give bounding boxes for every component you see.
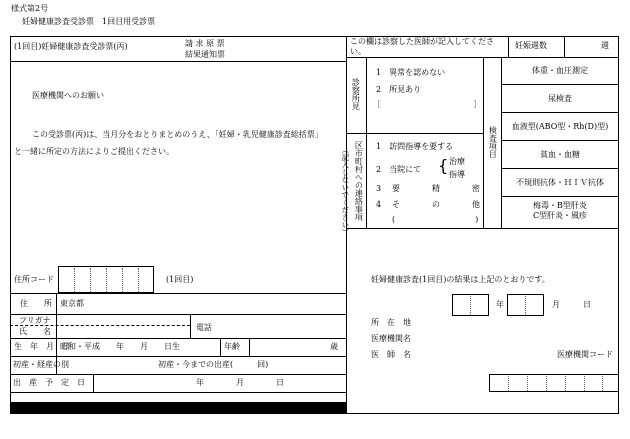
test-anemia-glucose[interactable]: 貧血・血糖	[540, 150, 580, 159]
parity-label: 初産・経産の別	[13, 360, 69, 369]
form-title: 妊婦健康診査受診票 1回目用受診票	[22, 17, 156, 26]
liaison-item-other[interactable]: そ の 他	[392, 200, 480, 209]
age-unit: 歳	[330, 342, 338, 351]
day-label: 日	[583, 300, 591, 309]
liaison-sub-treatment[interactable]: 治療	[449, 157, 465, 166]
test-items-heading: 検査項目	[488, 126, 498, 158]
form-number: 様式第2号	[11, 4, 49, 13]
liaison-sub-guidance[interactable]: 指導	[449, 170, 465, 179]
left-header-rule	[10, 61, 346, 62]
birth-value[interactable]: 昭和・平成 年 月 日生	[60, 342, 180, 351]
liaison-item-visit[interactable]: 1 訪問指導を要する	[376, 142, 454, 151]
test-syphilis-hepatitis-rubella[interactable]: 梅毒・B型肝炎 C型肝炎・風疹	[532, 201, 588, 221]
test-blood-type[interactable]: 血液型(ABO型・Rh(D)型)	[511, 122, 609, 131]
liaison-other-paren[interactable]: ( )	[392, 215, 479, 224]
gestation-weeks-unit: 週	[601, 41, 609, 50]
address-value[interactable]: 東京都	[60, 299, 84, 308]
facility-code-label: 医療機関コード	[557, 350, 613, 359]
visit-label: (1回目)	[166, 275, 194, 284]
liaison-heading: 区市町村への連絡事項	[354, 141, 364, 221]
doctor-notice-2: い。	[350, 47, 366, 56]
doc-type-result: 結果通知票	[185, 50, 225, 59]
furigana-label: フリガナ	[19, 316, 51, 325]
liaison-note: （記入しないでください）	[340, 146, 350, 236]
left-form-name: (1回目)妊婦健康診査受診票(丙)	[14, 42, 128, 51]
exam-item-normal[interactable]: 1 異常を認めない	[376, 68, 446, 77]
due-date-label: 出 産 予 定 日	[13, 378, 85, 387]
name-label: 氏 名	[19, 327, 51, 336]
exam-bracket-open: ［	[373, 100, 381, 109]
exam-findings-heading: 診察所見	[351, 78, 361, 110]
liaison-item-inhouse[interactable]: 2 当院にて	[376, 165, 422, 174]
phone-label: 電話	[196, 323, 212, 332]
body-line-2: と一緒に所定の方法によりご提出ください。	[14, 147, 174, 156]
facility-name-label: 医療機関名	[371, 334, 411, 343]
gestation-weeks-label: 妊娠週数	[515, 41, 547, 50]
test-urine[interactable]: 尿検査	[548, 94, 572, 103]
exam-item-findings[interactable]: 2 所見あり	[376, 85, 422, 94]
doctor-notice-1: この欄は診察した医師が記入してくださ	[350, 37, 494, 46]
test-weight-bp[interactable]: 体重・血圧測定	[532, 66, 588, 75]
address-label: 住 所	[20, 299, 52, 308]
year-label: 年	[496, 300, 504, 309]
test-antibody-hiv[interactable]: 不規則抗体・ＨＩＶ抗体	[516, 178, 604, 187]
age-label: 年齢	[224, 342, 240, 351]
liaison-item-detail[interactable]: 要 精 密	[392, 184, 480, 193]
redacted-bar	[10, 402, 346, 413]
greeting: 医療機関へのお願い	[32, 91, 104, 100]
month-label: 月	[552, 300, 560, 309]
liaison-item-4-num: 4	[376, 200, 382, 209]
doctor-name-label: 医 師 名	[371, 350, 411, 359]
location-label: 所 在 地	[371, 318, 411, 327]
birth-label: 生 年 月 日	[14, 342, 70, 351]
liaison-item-3-num: 3	[376, 184, 382, 193]
brace-icon: {	[438, 156, 449, 175]
exam-bracket-close: ］	[473, 100, 481, 109]
result-statement: 妊婦健康診査(1回目)の結果は上記のとおりです。	[371, 275, 550, 284]
body-line-1: この受診票(丙)は、当月分をおとりまとめのうえ、「妊婦・乳児健康診査総括票」	[32, 130, 323, 139]
address-code-label: 住所コード	[14, 275, 54, 284]
due-date-value[interactable]: 年 月 日	[196, 378, 284, 387]
parity-value[interactable]: 初産・今までの出産( 回)	[158, 360, 269, 369]
doc-type-claim: 請 求 原 票	[185, 39, 225, 48]
